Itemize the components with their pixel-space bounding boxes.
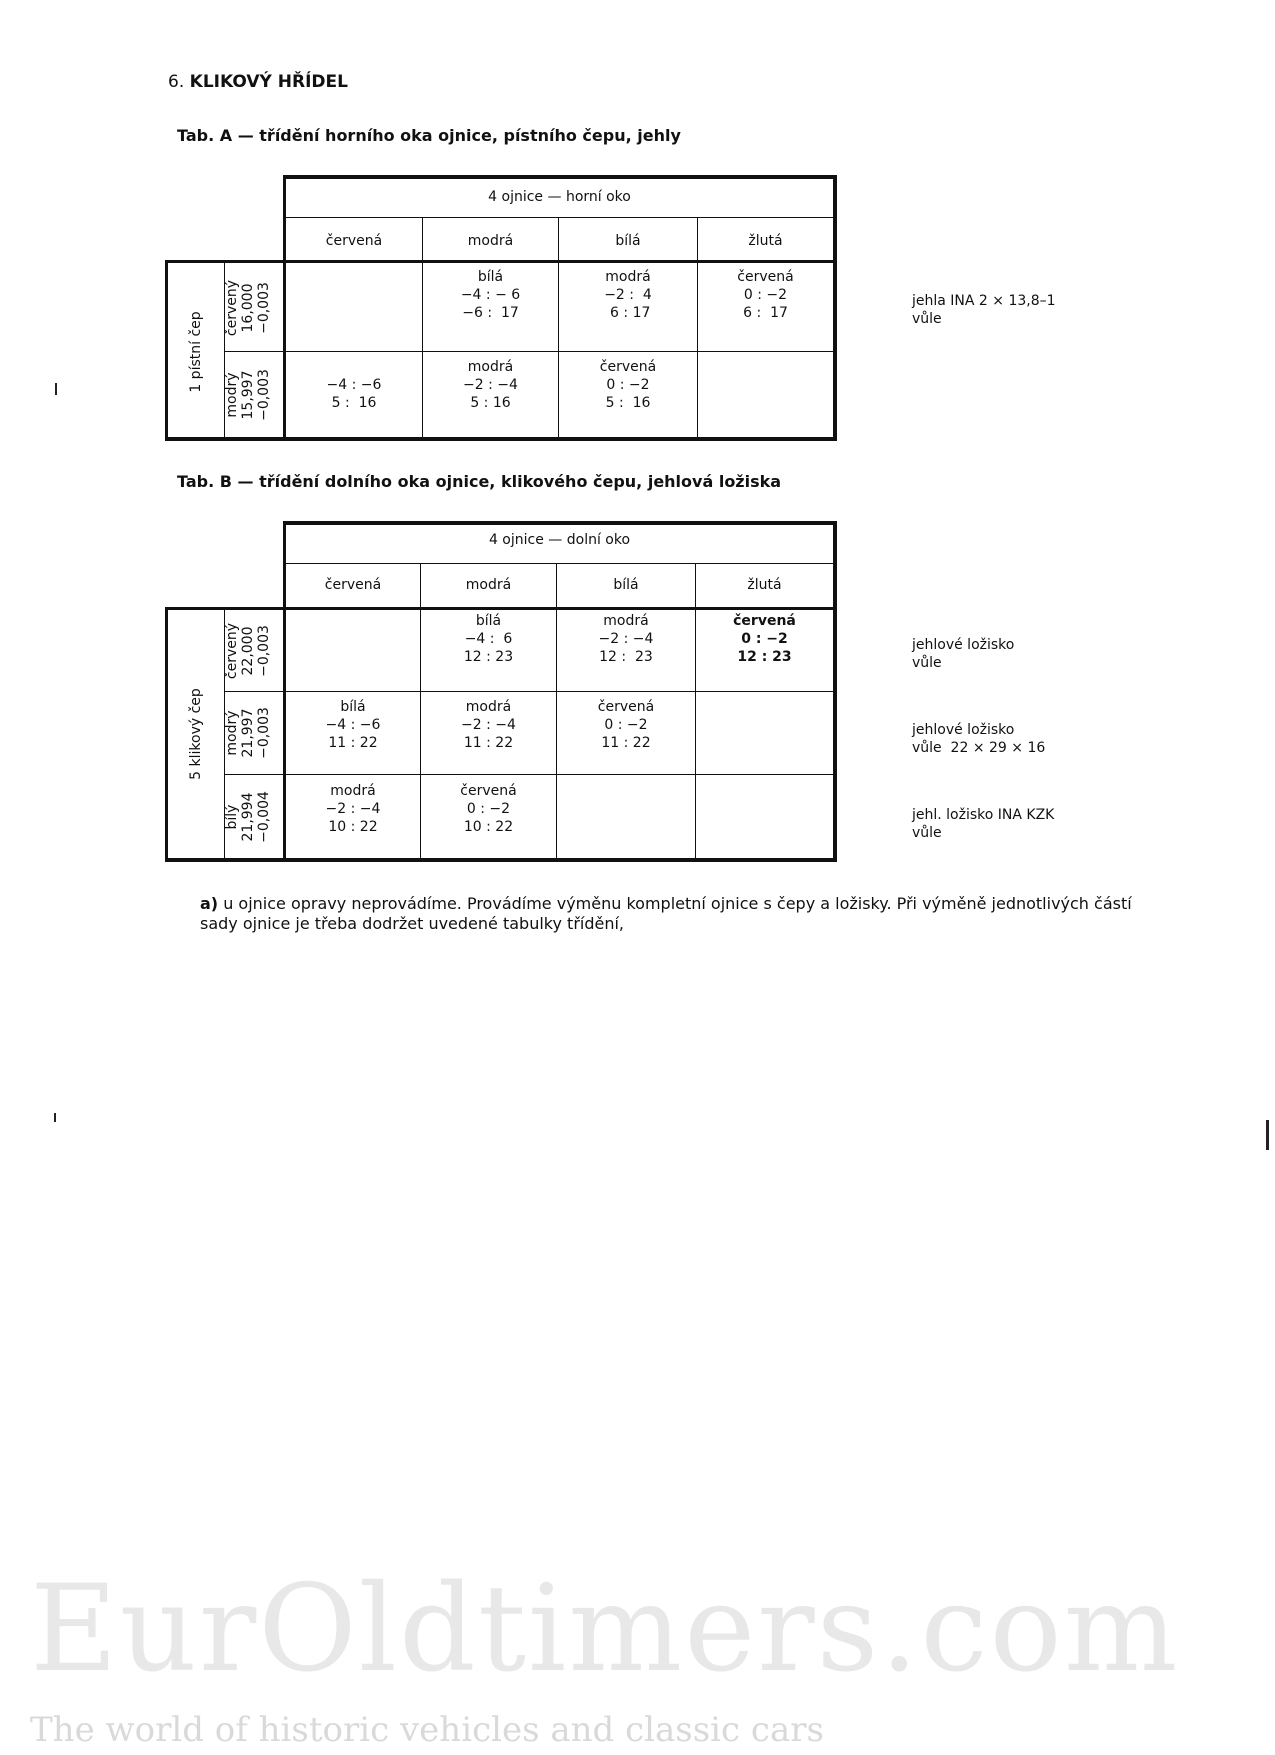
table-a-cell: modrá −2 : 4 6 : 17 bbox=[604, 269, 652, 321]
table-a-cell: modrá −2 : −4 5 : 16 bbox=[463, 359, 518, 411]
table-a-title: Tab. A — třídění horního oka ojnice, pístního čepu, jehly bbox=[177, 126, 681, 145]
table-a-col-header: žlutá bbox=[748, 233, 783, 249]
footnote-text: u ojnice opravy neprovádíme. Provádíme výměnu kompletní ojnice s čepy a ložisky. Při výměně jednotlivých částí sady ojnice je třeba dodržet uvedené tabulky třídění, bbox=[200, 894, 1132, 933]
table-a-row-label: modrý 15,997 −0,003 bbox=[224, 369, 272, 421]
table-b-row-label: červený 22,000 −0,003 bbox=[224, 622, 272, 680]
table-a-note: jehla INA 2 × 13,8–1 vůle bbox=[912, 293, 1056, 327]
footnote-paragraph bbox=[200, 894, 1160, 934]
footnote-label: a) bbox=[200, 894, 219, 913]
scan-mark bbox=[54, 1113, 56, 1122]
table-b-cell: bílá −4 : −6 11 : 22 bbox=[325, 699, 381, 751]
table-b-col-header: červená bbox=[324, 577, 382, 593]
section-number: 6. bbox=[168, 72, 185, 92]
table-b-cell: červená 0 : −2 12 : 23 bbox=[733, 613, 796, 665]
section-heading bbox=[168, 72, 348, 92]
table-a-cell: −4 : −6 5 : 16 bbox=[326, 377, 382, 411]
table-b-row-label: modrý 21,997 −0,003 bbox=[224, 707, 272, 759]
scan-mark bbox=[55, 383, 57, 395]
table-b-col-header: žlutá bbox=[747, 577, 782, 593]
table-a-row-group: 1 pístní čep bbox=[188, 311, 204, 393]
table-b-cell: bílá −4 : 6 12 : 23 bbox=[463, 613, 514, 665]
section-title: KLIKOVÝ HŘÍDEL bbox=[189, 72, 348, 92]
table-b-title: Tab. B — třídění dolního oka ojnice, klikového čepu, jehlová ložiska bbox=[177, 472, 782, 491]
table-b-row-group: 5 klikový čep bbox=[188, 688, 204, 780]
table-b-col-header: modrá bbox=[465, 577, 512, 593]
table-a-col-header: červená bbox=[325, 233, 383, 249]
table-b-note: jehl. ložisko INA KZK vůle bbox=[912, 807, 1055, 841]
watermark-logo: EurOldtimers.com bbox=[30, 1560, 1180, 1699]
table-b-col-header: bílá bbox=[613, 577, 639, 593]
watermark-tagline: The world of historic vehicles and classic cars bbox=[30, 1710, 824, 1750]
table-a-col-header: bílá bbox=[615, 233, 641, 249]
table-a-row-label: červený 16,000 −0,003 bbox=[224, 279, 272, 337]
table-b-row-label: bílý 21,994 −0,004 bbox=[224, 791, 272, 843]
table-b-cell: červená 0 : −2 10 : 22 bbox=[460, 783, 517, 835]
table-a-cell: bílá −4 : − 6 −6 : 17 bbox=[460, 269, 521, 321]
table-b-cell: červená 0 : −2 11 : 22 bbox=[597, 699, 655, 751]
table-a-cell: červená 0 : −2 6 : 17 bbox=[737, 269, 794, 321]
scan-edge-mark bbox=[1266, 1120, 1269, 1150]
table-b-cell: modrá −2 : −4 11 : 22 bbox=[461, 699, 516, 751]
table-b-note: jehlové ložisko vůle 22 × 29 × 16 bbox=[912, 722, 1046, 756]
table-b-cell: modrá −2 : −4 10 : 22 bbox=[325, 783, 381, 835]
table-a-super-header: 4 ojnice — horní oko bbox=[488, 189, 631, 205]
table-a-col-header: modrá bbox=[467, 233, 514, 249]
table-b-cell: modrá −2 : −4 12 : 23 bbox=[598, 613, 654, 665]
table-b-note: jehlové ložisko vůle bbox=[912, 637, 1015, 671]
table-b-super-header: 4 ojnice — dolní oko bbox=[488, 532, 631, 548]
table-a-cell: červená 0 : −2 5 : 16 bbox=[599, 359, 657, 411]
